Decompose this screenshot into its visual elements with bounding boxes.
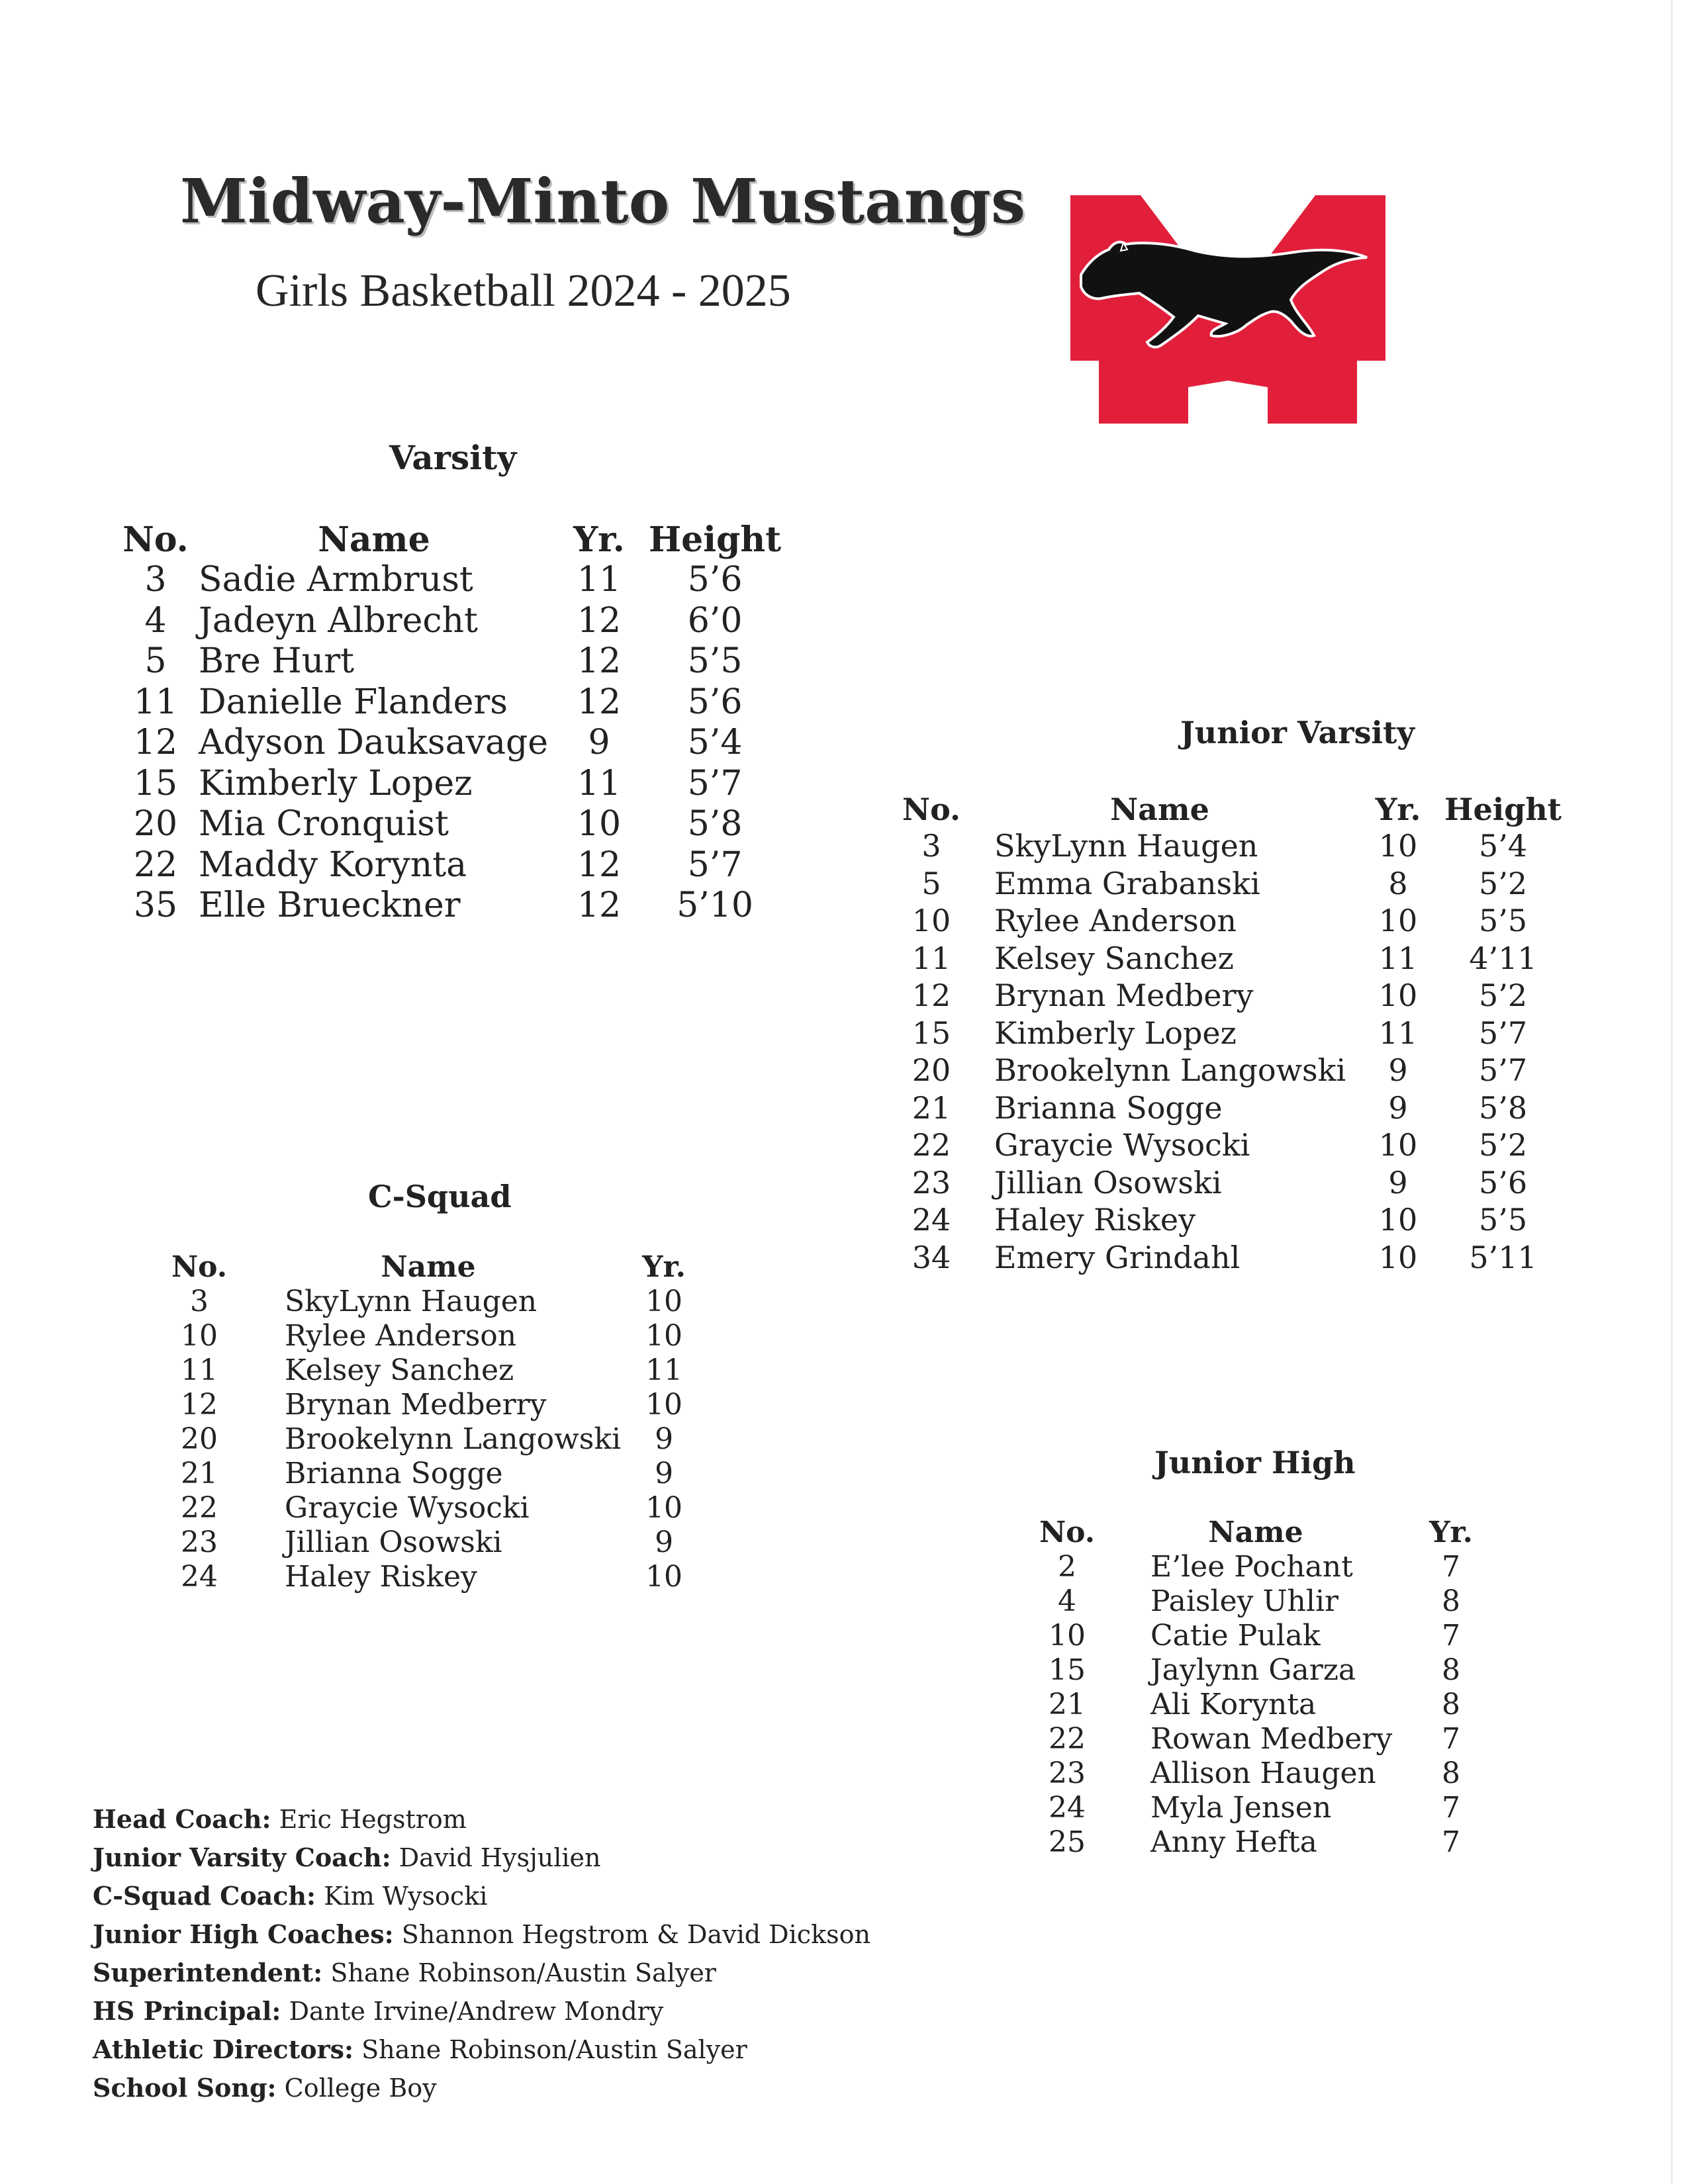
staff-junior-high-coaches <box>93 1915 870 1954</box>
player-yr: 9 <box>588 723 610 763</box>
player-yr: 9 <box>655 1422 674 1456</box>
junior-high-title: Junior High <box>1154 1445 1356 1480</box>
player-no: 20 <box>133 804 178 844</box>
player-height: 6’0 <box>687 600 743 641</box>
player-height: 5’10 <box>677 886 753 926</box>
staff-label: Head Coach: <box>93 1804 271 1834</box>
player-no: 12 <box>181 1387 218 1422</box>
player-name: Rowan Medbery <box>1150 1721 1393 1756</box>
player-name: Brianna Sogge <box>285 1456 503 1490</box>
player-height: 5’6 <box>687 682 743 722</box>
varsity-title: Varsity <box>389 438 517 477</box>
player-yr: 10 <box>645 1387 683 1422</box>
staff-superintendent <box>93 1954 870 1992</box>
player-yr: 10 <box>645 1559 683 1594</box>
player-name: Adyson Dauksavage <box>199 723 549 763</box>
player-name: Emery Grindahl <box>994 1239 1241 1275</box>
player-yr: 7 <box>1442 1549 1460 1584</box>
table-row <box>163 1318 707 1353</box>
player-height: 5’11 <box>1469 1239 1537 1275</box>
player-no: 22 <box>1049 1721 1086 1756</box>
player-yr: 8 <box>1388 865 1408 901</box>
table-row <box>113 723 781 764</box>
table-header-row <box>163 1248 707 1284</box>
player-no: 24 <box>1049 1790 1086 1825</box>
player-yr: 12 <box>577 886 622 926</box>
table-row <box>1027 1618 1497 1653</box>
player-name: Sadie Armbrust <box>199 560 473 600</box>
varsity-roster <box>113 516 781 927</box>
player-yr: 12 <box>577 844 622 885</box>
player-name: Rylee Anderson <box>285 1318 517 1353</box>
col-header-height: Height <box>1444 792 1562 827</box>
player-no: 2 <box>1058 1549 1076 1584</box>
player-no: 15 <box>133 763 178 803</box>
table-row <box>1027 1549 1497 1584</box>
col-header-no: No. <box>902 792 961 827</box>
player-name: Allison Haugen <box>1150 1756 1376 1790</box>
player-no: 23 <box>181 1525 218 1559</box>
staff-school-song <box>93 2069 870 2107</box>
player-name: Bre Hurt <box>199 641 354 682</box>
table-row <box>113 682 781 723</box>
player-yr: 11 <box>577 763 622 803</box>
table-header-row <box>113 516 781 560</box>
staff-list <box>93 1800 870 2107</box>
player-yr: 10 <box>1378 1127 1418 1163</box>
staff-value: Eric Hegstrom <box>279 1805 467 1834</box>
player-no: 24 <box>181 1559 218 1594</box>
page-title: Midway-Minto Mustangs <box>180 165 1025 237</box>
table-row <box>113 764 781 805</box>
player-yr: 7 <box>1442 1790 1460 1825</box>
table-row <box>895 940 1562 978</box>
player-yr: 10 <box>1378 1239 1418 1275</box>
table-row <box>1027 1584 1497 1618</box>
player-yr: 9 <box>1388 1164 1408 1201</box>
player-name: Brynan Medberry <box>285 1387 547 1422</box>
player-height: 5’5 <box>687 641 743 682</box>
player-name: Brianna Sogge <box>994 1089 1223 1126</box>
staff-value: Kim Wysocki <box>324 1882 488 1911</box>
player-height: 5’6 <box>687 560 743 600</box>
scan-edge <box>1671 0 1673 2184</box>
player-no: 3 <box>190 1284 209 1318</box>
player-yr: 10 <box>645 1284 683 1318</box>
player-no: 23 <box>912 1164 951 1201</box>
staff-head-coach <box>93 1800 870 1839</box>
player-yr: 10 <box>645 1490 683 1525</box>
col-header-name: Name <box>1110 792 1209 827</box>
player-name: SkyLynn Haugen <box>994 828 1258 864</box>
player-name: Jillian Osowski <box>285 1525 502 1559</box>
player-yr: 8 <box>1442 1653 1460 1687</box>
player-no: 21 <box>1049 1687 1086 1721</box>
player-yr: 11 <box>1378 1015 1418 1051</box>
staff-jv-coach <box>93 1839 870 1877</box>
staff-label: School Song: <box>93 2073 277 2103</box>
staff-value: David Hysjulien <box>399 1843 601 1872</box>
col-header-yr: Yr. <box>1429 1516 1473 1549</box>
player-height: 5’7 <box>1478 1052 1528 1089</box>
c-squad-roster <box>163 1248 707 1594</box>
col-header-no: No. <box>1039 1516 1096 1549</box>
player-height: 5’2 <box>1478 978 1528 1014</box>
player-no: 15 <box>1049 1653 1086 1687</box>
player-name: Jadeyn Albrecht <box>199 600 478 641</box>
player-height: 5’5 <box>1478 903 1528 939</box>
table-row <box>113 641 781 682</box>
player-no: 22 <box>133 844 178 885</box>
table-row <box>163 1353 707 1387</box>
player-height: 5’5 <box>1478 1202 1528 1238</box>
player-name: Brookelynn Langowski <box>994 1052 1346 1089</box>
player-name: Elle Brueckner <box>199 886 461 926</box>
player-no: 11 <box>133 682 178 722</box>
staff-value: Shane Robinson/Austin Salyer <box>361 2035 747 2064</box>
player-name: Emma Grabanski <box>994 865 1260 901</box>
table-row <box>895 1239 1562 1277</box>
table-row <box>163 1525 707 1559</box>
table-row <box>895 902 1562 940</box>
table-row <box>113 886 781 927</box>
staff-label: Junior High Coaches: <box>93 1919 394 1949</box>
table-row <box>113 845 781 886</box>
staff-label: C-Squad Coach: <box>93 1881 316 1911</box>
player-name: E’lee Pochant <box>1150 1549 1353 1584</box>
player-yr: 9 <box>1388 1052 1408 1089</box>
table-row <box>163 1387 707 1422</box>
player-name: Paisley Uhlir <box>1150 1584 1339 1618</box>
player-name: Kimberly Lopez <box>199 763 473 803</box>
table-row <box>113 601 781 642</box>
player-no: 3 <box>144 560 167 600</box>
staff-athletic-directors <box>93 2030 870 2069</box>
col-header-yr: Yr. <box>1375 792 1421 827</box>
player-no: 5 <box>921 865 941 901</box>
staff-hs-principal <box>93 1992 870 2030</box>
jv-title: Junior Varsity <box>1180 715 1415 751</box>
table-row <box>163 1559 707 1594</box>
staff-c-squad-coach <box>93 1877 870 1915</box>
player-no: 22 <box>181 1490 218 1525</box>
player-no: 22 <box>912 1127 951 1163</box>
player-no: 12 <box>133 723 178 763</box>
player-height: 5’6 <box>1478 1164 1528 1201</box>
player-no: 11 <box>181 1353 218 1387</box>
player-height: 5’7 <box>687 763 743 803</box>
player-yr: 11 <box>577 560 622 600</box>
player-yr: 12 <box>577 641 622 682</box>
player-no: 20 <box>181 1422 218 1456</box>
player-name: Ali Korynta <box>1150 1687 1317 1721</box>
table-row <box>113 560 781 601</box>
col-header-name: Name <box>1208 1516 1303 1549</box>
player-no: 3 <box>921 828 941 864</box>
staff-label: Junior Varsity Coach: <box>93 1843 391 1872</box>
staff-label: HS Principal: <box>93 1996 281 2026</box>
table-row <box>163 1284 707 1318</box>
player-name: Catie Pulak <box>1150 1618 1321 1653</box>
player-no: 35 <box>133 886 178 926</box>
staff-label: Athletic Directors: <box>93 2034 354 2064</box>
table-row <box>113 804 781 845</box>
player-height: 5’2 <box>1478 865 1528 901</box>
table-row <box>1027 1790 1497 1825</box>
col-header-no: No. <box>122 520 189 560</box>
player-height: 5’2 <box>1478 1127 1528 1163</box>
player-no: 5 <box>144 641 167 682</box>
junior-high-roster <box>1027 1514 1497 1859</box>
player-name: Graycie Wysocki <box>994 1127 1250 1163</box>
player-name: Kelsey Sanchez <box>994 940 1234 976</box>
staff-value: Shane Robinson/Austin Salyer <box>330 1958 716 1987</box>
player-name: Mia Cronquist <box>199 804 449 844</box>
player-yr: 11 <box>645 1353 683 1387</box>
player-yr: 10 <box>645 1318 683 1353</box>
player-yr: 10 <box>1378 903 1418 939</box>
col-header-yr: Yr. <box>642 1250 686 1284</box>
col-header-yr: Yr. <box>573 520 625 560</box>
player-height: 4’11 <box>1469 940 1537 976</box>
player-no: 23 <box>1049 1756 1086 1790</box>
jv-roster <box>895 788 1562 1276</box>
table-row <box>895 827 1562 865</box>
player-name: Kelsey Sanchez <box>285 1353 514 1387</box>
player-no: 4 <box>144 600 167 641</box>
col-header-height: Height <box>649 520 782 560</box>
player-name: Brookelynn Langowski <box>285 1422 622 1456</box>
player-height: 5’4 <box>1478 828 1528 864</box>
table-row <box>1027 1721 1497 1756</box>
player-no: 10 <box>1049 1618 1086 1653</box>
player-yr: 12 <box>577 682 622 722</box>
table-row <box>163 1490 707 1525</box>
player-no: 24 <box>912 1202 951 1238</box>
table-row <box>1027 1756 1497 1790</box>
staff-value: Dante Irvine/Andrew Mondry <box>289 1997 664 2026</box>
player-height: 5’7 <box>687 844 743 885</box>
table-header-row <box>895 788 1562 827</box>
player-yr: 10 <box>1378 1202 1418 1238</box>
player-no: 34 <box>912 1239 951 1275</box>
table-row <box>895 1164 1562 1202</box>
player-name: Danielle Flanders <box>199 682 508 722</box>
player-yr: 9 <box>655 1525 674 1559</box>
staff-value: College Boy <box>284 2073 437 2103</box>
player-no: 10 <box>181 1318 218 1353</box>
player-height: 5’4 <box>687 723 743 763</box>
table-row <box>163 1422 707 1456</box>
table-row <box>895 1015 1562 1052</box>
player-yr: 9 <box>1388 1089 1408 1126</box>
table-row <box>895 1089 1562 1127</box>
player-name: Myla Jensen <box>1150 1790 1332 1825</box>
player-name: Jaylynn Garza <box>1150 1653 1356 1687</box>
staff-value: Shannon Hegstrom & David Dickson <box>401 1920 870 1949</box>
staff-label: Superintendent: <box>93 1958 323 1987</box>
col-header-no: No. <box>171 1250 228 1284</box>
school-logo <box>1062 189 1393 427</box>
player-name: SkyLynn Haugen <box>285 1284 538 1318</box>
player-name: Anny Hefta <box>1150 1825 1317 1859</box>
player-height: 5’7 <box>1478 1015 1528 1051</box>
table-row <box>895 1052 1562 1089</box>
player-no: 10 <box>912 903 951 939</box>
player-yr: 8 <box>1442 1584 1460 1618</box>
table-row <box>895 1126 1562 1164</box>
player-yr: 7 <box>1442 1825 1460 1859</box>
page-subtitle: Girls Basketball 2024 - 2025 <box>256 265 791 316</box>
player-yr: 10 <box>1378 978 1418 1014</box>
player-name: Haley Riskey <box>285 1559 477 1594</box>
player-name: Brynan Medbery <box>994 978 1254 1014</box>
table-row <box>1027 1825 1497 1859</box>
player-no: 12 <box>912 978 951 1014</box>
table-row <box>895 1201 1562 1239</box>
table-row <box>895 865 1562 903</box>
player-name: Kimberly Lopez <box>994 1015 1237 1051</box>
table-row <box>163 1456 707 1490</box>
player-no: 21 <box>181 1456 218 1490</box>
player-yr: 8 <box>1442 1687 1460 1721</box>
player-height: 5’8 <box>1478 1089 1528 1126</box>
player-name: Rylee Anderson <box>994 903 1237 939</box>
col-header-name: Name <box>381 1250 476 1284</box>
player-yr: 7 <box>1442 1721 1460 1756</box>
player-name: Maddy Korynta <box>199 844 467 885</box>
player-name: Jillian Osowski <box>994 1164 1222 1201</box>
player-yr: 8 <box>1442 1756 1460 1790</box>
player-height: 5’8 <box>687 804 743 844</box>
col-header-name: Name <box>318 520 430 560</box>
player-no: 20 <box>912 1052 951 1089</box>
table-row <box>1027 1687 1497 1721</box>
player-name: Haley Riskey <box>994 1202 1196 1238</box>
player-no: 25 <box>1049 1825 1086 1859</box>
table-header-row <box>1027 1514 1497 1549</box>
player-yr: 12 <box>577 600 622 641</box>
player-no: 11 <box>912 940 951 976</box>
player-yr: 10 <box>577 804 622 844</box>
player-yr: 7 <box>1442 1618 1460 1653</box>
player-yr: 9 <box>655 1456 674 1490</box>
c-squad-title: C-Squad <box>368 1179 512 1214</box>
player-yr: 10 <box>1378 828 1418 864</box>
table-row <box>1027 1653 1497 1687</box>
player-name: Graycie Wysocki <box>285 1490 530 1525</box>
player-no: 4 <box>1058 1584 1076 1618</box>
player-yr: 11 <box>1378 940 1418 976</box>
player-no: 15 <box>912 1015 951 1051</box>
table-row <box>895 977 1562 1015</box>
player-no: 21 <box>912 1089 951 1126</box>
